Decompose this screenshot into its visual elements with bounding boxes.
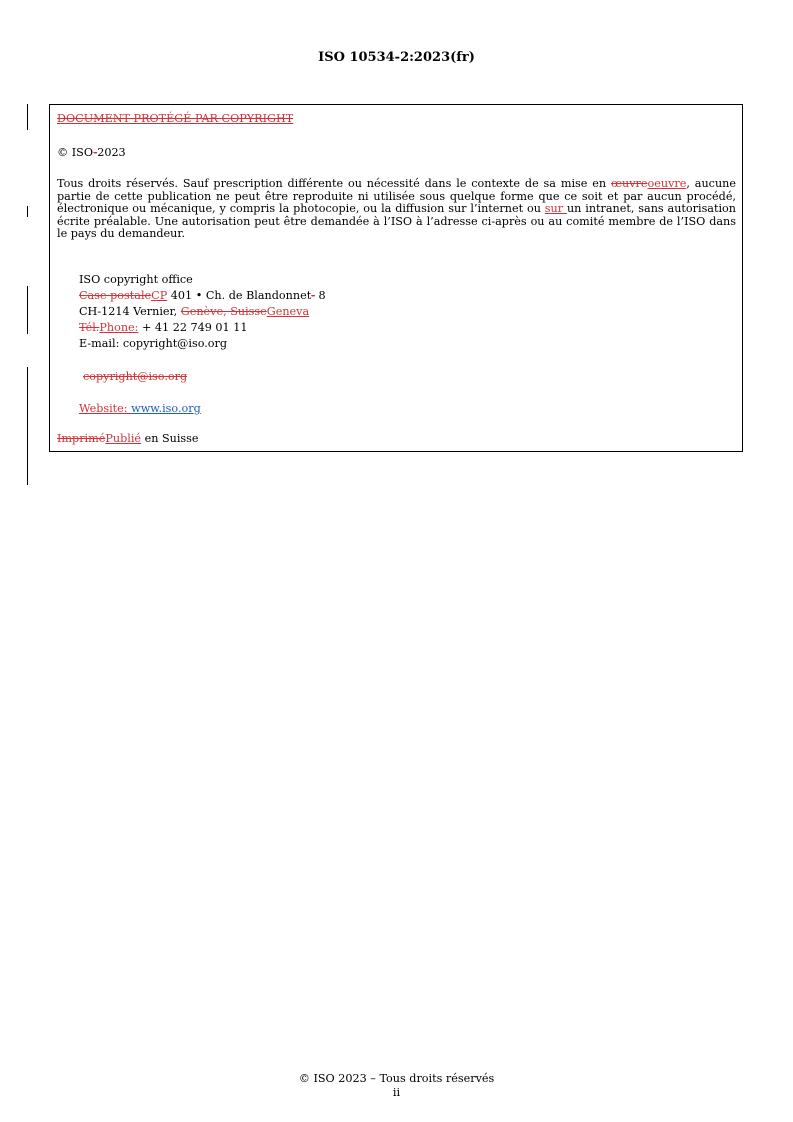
notice-heading xyxy=(57,112,293,126)
printed-country: en Suisse xyxy=(141,432,199,445)
body-text: un intranet, sans autorisation écrite préalable. Une autorisation peut être demandée à l’ISO à l’adresse ci-après ou au comité membre de l’ISO dans le pays du demandeur. xyxy=(57,202,736,240)
deleted-word: œuvre xyxy=(610,177,648,190)
change-bar xyxy=(27,367,28,485)
deleted-email-line xyxy=(83,370,187,384)
rights-paragraph xyxy=(57,178,736,241)
change-bar xyxy=(27,206,28,217)
inserted-website-label: Website: xyxy=(79,402,132,415)
footer-copyright: © ISO 2023 – Tous droits réservés xyxy=(298,1072,495,1085)
page-number: ii xyxy=(392,1086,401,1099)
deleted-email: copyright@iso.org xyxy=(83,370,188,383)
page-footer xyxy=(0,1072,793,1100)
website-link[interactable]: www.iso.org xyxy=(131,402,201,415)
deleted-text: Tél. xyxy=(79,321,100,334)
deleted-text: Imprimé xyxy=(57,432,106,445)
deleted-text: - xyxy=(311,289,315,302)
address-text: CH-1214 Vernier, xyxy=(79,305,181,318)
inserted-word: oeuvre xyxy=(647,177,687,190)
copyright-year: 2023 xyxy=(97,146,126,159)
body-text: , aucune partie de cette publication ne peut être reproduite ni utilisée sous quelque forme que ce soit et par aucun procédé, électronique ou mécanique, y compris la photocopie, ou la diffusion sur l’internet ou xyxy=(57,177,736,215)
deleted-separator: - xyxy=(93,146,98,159)
change-bar xyxy=(27,104,28,130)
inserted-text: Phone: xyxy=(99,321,139,334)
body-text: Tous droits réservés. Sauf prescription différente ou nécessité dans le contexte de sa mise en xyxy=(57,177,611,190)
inserted-text: CP xyxy=(151,289,168,302)
deleted-text: Genève, Suisse xyxy=(180,305,267,318)
address-text: 401 • Ch. de Blandonnet xyxy=(167,289,312,302)
printed-in-line xyxy=(57,432,199,446)
copyright-prefix: © ISO xyxy=(57,146,94,159)
address-text: 8 xyxy=(314,289,326,302)
copyright-line xyxy=(57,146,126,160)
address-phone xyxy=(79,321,247,335)
address-city xyxy=(79,305,309,319)
deleted-heading: DOCUMENT PROTÉGÉ PAR COPYRIGHT xyxy=(57,112,294,125)
address-office: ISO copyright office xyxy=(79,273,193,286)
phone-number: + 41 22 749 01 11 xyxy=(138,321,248,334)
inserted-word: sur xyxy=(544,202,567,215)
website-line xyxy=(79,402,201,416)
change-bar xyxy=(27,286,28,334)
inserted-text: Geneva xyxy=(266,305,310,318)
address-postbox xyxy=(79,289,326,303)
address-email: E-mail: copyright@iso.org xyxy=(79,337,228,350)
deleted-text: Case postale xyxy=(79,289,152,302)
page-header-title: ISO 10534-2:2023(fr) xyxy=(318,50,475,65)
inserted-text: Publié xyxy=(105,432,142,445)
